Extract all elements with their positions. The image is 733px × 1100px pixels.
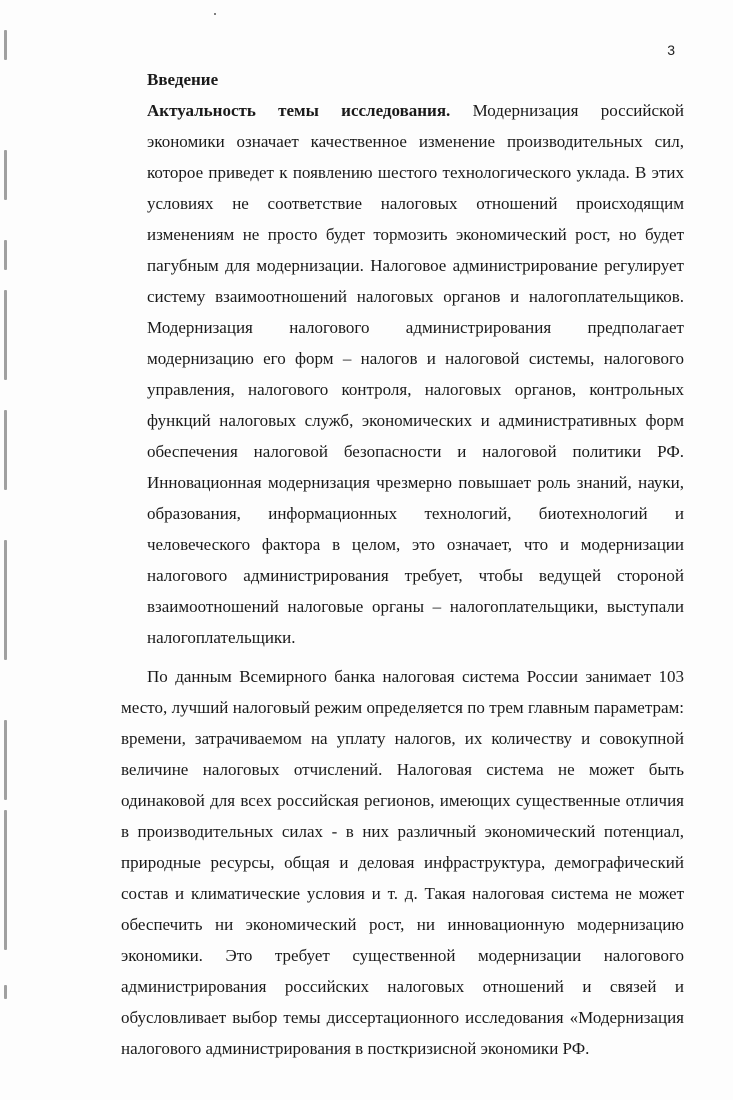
paragraph-world-bank	[121, 661, 684, 1064]
scan-mark	[4, 30, 7, 60]
paragraph-body: По данным Всемирного банка налоговая система России занимает 103 место, лучший налоговый режим определяется по трем главным параметрам: времени, затрачиваемом на уплату налогов, их количеству и совокупной величине налоговых отчислений. Налоговая система не может быть одинаковой для всех российская регионов, имеющих существенные отличия в производительных силах - в них различный экономический потенциал, природные ресурсы, общая и деловая инфраструктура, демографический состав и климатические условия и т. д. Такая налоговая система не может обеспечить ни экономический рост, ни инновационную модернизацию экономики. Это требует существенной модернизации налогового администрирования российских налоговых отношений и связей и обусловливает выбор темы диссертационного исследования «Модернизация налогового администрирования в посткризисной экономики РФ.	[121, 667, 684, 1058]
scan-mark	[4, 150, 7, 200]
section-heading: Введение	[147, 70, 219, 89]
scan-mark	[4, 290, 7, 380]
binding-margin-artifacts	[0, 0, 16, 1100]
scan-mark	[4, 810, 7, 950]
page-content	[121, 64, 684, 1064]
paragraph-relevance	[147, 95, 684, 653]
scan-mark	[4, 720, 7, 800]
paragraph-body: Модернизация российской экономики означает качественное изменение производительных сил, которое приведет к появлению шестого технологического уклада. В этих условиях не соответствие налоговых отношений происходящим изменениям не просто будет тормозить экономический рост, но будет пагубным для модернизации. Налоговое администрирование регулирует систему взаимоотношений налоговых органов и налогоплательщиков. Модернизация налогового администрирования предполагает модернизацию его форм – налогов и налоговой системы, налогового управления, налогового контроля, налоговых органов, контрольных функций налоговых служб, экономических и административных форм обеспечения налоговой безопасности и налоговой политики РФ. Инновационная модернизация чрезмерно повышает роль знаний, науки, образования, информационных технологий, биотехнологий и человеческого фактора в целом, это означает, что и модернизации налогового администрирования требует, чтобы ведущей стороной взаимоотношений налоговые органы – налогоплательщики, выступали налогоплательщики.	[147, 101, 684, 647]
page-number: 3	[667, 42, 675, 58]
paragraph-lead-bold: Актуальность темы исследования.	[147, 101, 451, 120]
scan-speck	[214, 13, 216, 15]
scan-mark	[4, 410, 7, 490]
scan-mark	[4, 240, 7, 270]
scan-mark	[4, 540, 7, 660]
scan-mark	[4, 985, 7, 999]
